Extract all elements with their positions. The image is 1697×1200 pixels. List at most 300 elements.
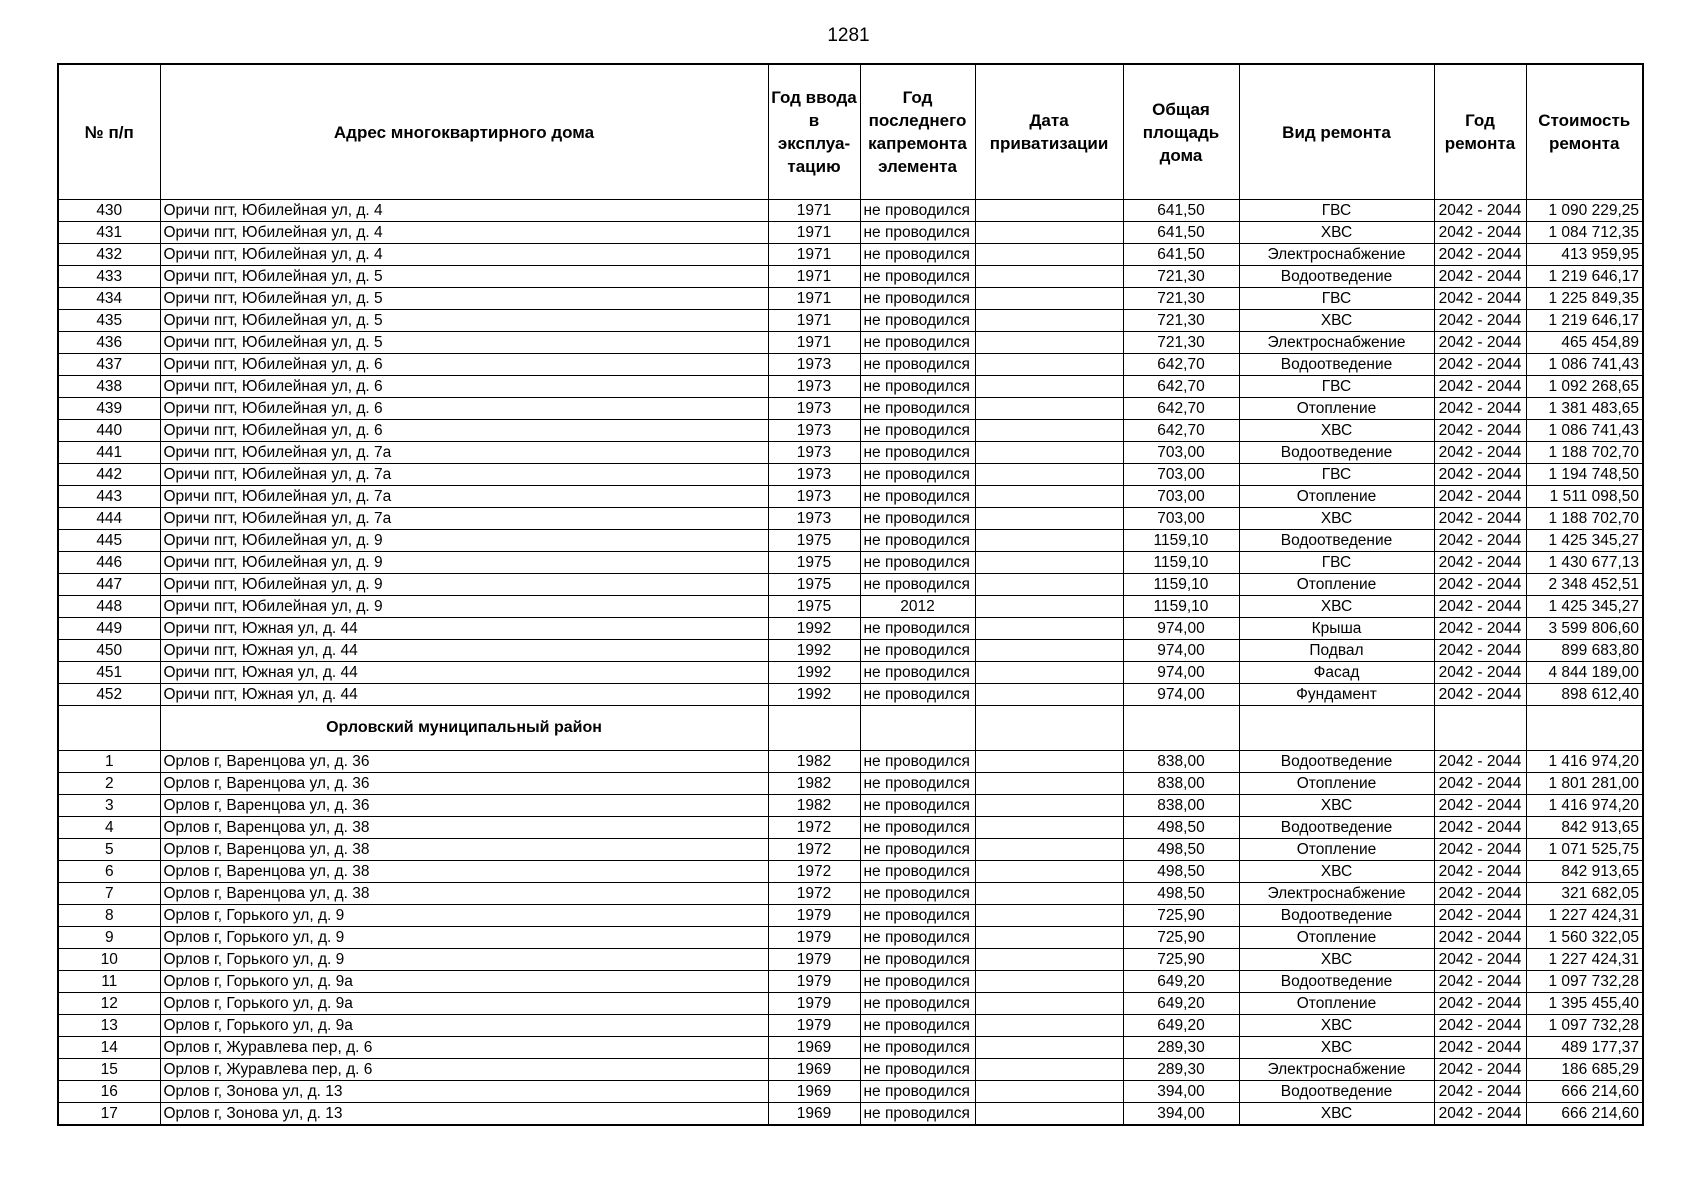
year-built-cell: 1992 (768, 618, 860, 640)
address-cell: Орлов г, Варенцова ул, д. 38 (160, 817, 768, 839)
address-cell: Орлов г, Варенцова ул, д. 36 (160, 795, 768, 817)
cost-cell: 1 416 974,20 (1526, 795, 1643, 817)
year-built-cell: 1975 (768, 574, 860, 596)
last-repair-cell: не проводился (860, 839, 975, 861)
page-number: 1281 (827, 25, 870, 46)
cost-cell: 1 084 712,35 (1526, 222, 1643, 244)
privatization-cell (975, 486, 1123, 508)
repair-type-cell: ХВС (1239, 596, 1434, 618)
privatization-cell (975, 1015, 1123, 1037)
repair-period-cell: 2042 - 2044 (1434, 949, 1526, 971)
privatization-cell (975, 398, 1123, 420)
area-cell: 289,30 (1123, 1059, 1239, 1081)
table-row (58, 244, 1643, 266)
repair-period-cell: 2042 - 2044 (1434, 530, 1526, 552)
privatization-cell (975, 222, 1123, 244)
area-cell: 721,30 (1123, 332, 1239, 354)
last-repair-cell: не проводился (860, 574, 975, 596)
last-repair-cell: не проводился (860, 288, 975, 310)
table-row (58, 949, 1643, 971)
area-cell: 838,00 (1123, 751, 1239, 773)
table-row (58, 861, 1643, 883)
cost-cell: 1 227 424,31 (1526, 949, 1643, 971)
table-row (58, 442, 1643, 464)
table-row (58, 288, 1643, 310)
cost-cell: 1 092 268,65 (1526, 376, 1643, 398)
area-cell: 725,90 (1123, 949, 1239, 971)
address-cell: Орлов г, Горького ул, д. 9 (160, 949, 768, 971)
repair-period-cell: 2042 - 2044 (1434, 310, 1526, 332)
area-cell: 642,70 (1123, 376, 1239, 398)
last-repair-cell: не проводился (860, 552, 975, 574)
privatization-cell (975, 795, 1123, 817)
table-row (58, 927, 1643, 949)
address-cell: Орлов г, Зонова ул, д. 13 (160, 1103, 768, 1126)
table-row (58, 1059, 1643, 1081)
repair-type-cell: ХВС (1239, 508, 1434, 530)
year-built-cell: 1975 (768, 530, 860, 552)
table-row (58, 662, 1643, 684)
last-repair-cell: не проводился (860, 222, 975, 244)
repair-type-cell: Отопление (1239, 486, 1434, 508)
repair-period-cell: 2042 - 2044 (1434, 684, 1526, 706)
last-repair-cell: не проводился (860, 1103, 975, 1126)
row-number: 4 (58, 817, 160, 839)
address-cell: Орлов г, Варенцова ул, д. 38 (160, 861, 768, 883)
area-cell: 974,00 (1123, 684, 1239, 706)
privatization-cell (975, 684, 1123, 706)
row-number: 13 (58, 1015, 160, 1037)
area-cell: 649,20 (1123, 1015, 1239, 1037)
repair-period-cell: 2042 - 2044 (1434, 971, 1526, 993)
cost-cell: 898 612,40 (1526, 684, 1643, 706)
cost-cell: 1 086 741,43 (1526, 420, 1643, 442)
repair-period-cell: 2042 - 2044 (1434, 464, 1526, 486)
table-row (58, 839, 1643, 861)
repair-period-cell: 2042 - 2044 (1434, 1059, 1526, 1081)
last-repair-cell: не проводился (860, 662, 975, 684)
row-number: 434 (58, 288, 160, 310)
last-repair-cell: не проводился (860, 1037, 975, 1059)
table-row (58, 552, 1643, 574)
table-row (58, 971, 1643, 993)
table-row (58, 596, 1643, 618)
area-cell: 721,30 (1123, 288, 1239, 310)
last-repair-cell: не проводился (860, 530, 975, 552)
year-built-cell: 1979 (768, 905, 860, 927)
last-repair-cell: не проводился (860, 420, 975, 442)
repair-type-cell: Водоотведение (1239, 971, 1434, 993)
year-built-cell: 1982 (768, 795, 860, 817)
cost-cell: 1 227 424,31 (1526, 905, 1643, 927)
address-cell: Оричи пгт, Юбилейная ул, д. 9 (160, 596, 768, 618)
year-built-cell: 1971 (768, 310, 860, 332)
address-cell: Оричи пгт, Юбилейная ул, д. 6 (160, 376, 768, 398)
section-block (58, 706, 1643, 751)
repair-type-cell: Электроснабжение (1239, 1059, 1434, 1081)
row-number: 448 (58, 596, 160, 618)
row-number: 441 (58, 442, 160, 464)
repair-period-cell: 2042 - 2044 (1434, 883, 1526, 905)
year-built-cell: 1969 (768, 1059, 860, 1081)
repair-type-cell: Водоотведение (1239, 530, 1434, 552)
year-built-cell: 1973 (768, 420, 860, 442)
address-cell: Оричи пгт, Южная ул, д. 44 (160, 684, 768, 706)
row-number: 6 (58, 861, 160, 883)
year-built-cell: 1973 (768, 508, 860, 530)
privatization-cell (975, 552, 1123, 574)
table-row (58, 200, 1643, 222)
row-number: 433 (58, 266, 160, 288)
address-cell: Орлов г, Варенцова ул, д. 38 (160, 883, 768, 905)
repair-period-cell: 2042 - 2044 (1434, 817, 1526, 839)
privatization-cell (975, 1103, 1123, 1126)
repair-type-cell: ХВС (1239, 1037, 1434, 1059)
last-repair-cell: не проводился (860, 310, 975, 332)
section-num-cell (58, 706, 160, 751)
row-number: 12 (58, 993, 160, 1015)
privatization-cell (975, 773, 1123, 795)
cost-cell: 666 214,60 (1526, 1103, 1643, 1126)
year-built-cell: 1972 (768, 817, 860, 839)
privatization-cell (975, 508, 1123, 530)
address-cell: Оричи пгт, Южная ул, д. 44 (160, 662, 768, 684)
address-cell: Оричи пгт, Юбилейная ул, д. 7а (160, 464, 768, 486)
last-repair-cell: не проводился (860, 861, 975, 883)
row-number: 443 (58, 486, 160, 508)
repair-period-cell: 2042 - 2044 (1434, 508, 1526, 530)
repair-period-cell: 2042 - 2044 (1434, 376, 1526, 398)
privatization-cell (975, 1037, 1123, 1059)
address-cell: Оричи пгт, Юбилейная ул, д. 4 (160, 222, 768, 244)
section-empty-cell (1239, 706, 1434, 751)
area-cell: 838,00 (1123, 795, 1239, 817)
repair-type-cell: ГВС (1239, 200, 1434, 222)
cost-cell: 1 219 646,17 (1526, 266, 1643, 288)
repair-type-cell: Водоотведение (1239, 442, 1434, 464)
table-row (58, 684, 1643, 706)
repair-type-cell: Подвал (1239, 640, 1434, 662)
repair-type-cell: ХВС (1239, 222, 1434, 244)
cost-cell: 3 599 806,60 (1526, 618, 1643, 640)
table-row (58, 420, 1643, 442)
repair-type-cell: Крыша (1239, 618, 1434, 640)
row-number: 435 (58, 310, 160, 332)
cost-cell: 1 430 677,13 (1526, 552, 1643, 574)
privatization-cell (975, 817, 1123, 839)
area-cell: 641,50 (1123, 244, 1239, 266)
repair-period-cell: 2042 - 2044 (1434, 861, 1526, 883)
last-repair-cell: не проводился (860, 1059, 975, 1081)
privatization-cell (975, 288, 1123, 310)
cost-cell: 1 097 732,28 (1526, 1015, 1643, 1037)
repair-period-cell: 2042 - 2044 (1434, 244, 1526, 266)
row-number: 445 (58, 530, 160, 552)
repair-period-cell: 2042 - 2044 (1434, 773, 1526, 795)
row-number: 1 (58, 751, 160, 773)
table-row (58, 905, 1643, 927)
repair-period-cell: 2042 - 2044 (1434, 332, 1526, 354)
year-built-cell: 1979 (768, 927, 860, 949)
col-num-header: № п/п (58, 64, 160, 200)
year-built-cell: 1971 (768, 244, 860, 266)
privatization-cell (975, 354, 1123, 376)
privatization-cell (975, 530, 1123, 552)
last-repair-cell: не проводился (860, 1015, 975, 1037)
repair-period-cell: 2042 - 2044 (1434, 552, 1526, 574)
area-cell: 1159,10 (1123, 574, 1239, 596)
year-built-cell: 1971 (768, 200, 860, 222)
area-cell: 289,30 (1123, 1037, 1239, 1059)
year-built-cell: 1973 (768, 376, 860, 398)
year-built-cell: 1972 (768, 839, 860, 861)
area-cell: 703,00 (1123, 508, 1239, 530)
repair-type-cell: Отопление (1239, 927, 1434, 949)
last-repair-cell: не проводился (860, 949, 975, 971)
address-cell: Оричи пгт, Юбилейная ул, д. 4 (160, 244, 768, 266)
repair-type-cell: Отопление (1239, 574, 1434, 596)
year-built-cell: 1982 (768, 751, 860, 773)
address-cell: Орлов г, Зонова ул, д. 13 (160, 1081, 768, 1103)
row-number: 449 (58, 618, 160, 640)
year-built-cell: 1979 (768, 993, 860, 1015)
year-built-cell: 1971 (768, 266, 860, 288)
table-row (58, 993, 1643, 1015)
row-number: 447 (58, 574, 160, 596)
year-built-cell: 1969 (768, 1037, 860, 1059)
header-row (58, 64, 1643, 200)
row-number: 451 (58, 662, 160, 684)
cost-cell: 1 219 646,17 (1526, 310, 1643, 332)
privatization-cell (975, 376, 1123, 398)
privatization-cell (975, 420, 1123, 442)
last-repair-cell: не проводился (860, 1081, 975, 1103)
address-cell: Орлов г, Горького ул, д. 9а (160, 1015, 768, 1037)
year-built-cell: 1975 (768, 552, 860, 574)
repair-period-cell: 2042 - 2044 (1434, 486, 1526, 508)
last-repair-cell: не проводился (860, 971, 975, 993)
last-repair-cell: не проводился (860, 442, 975, 464)
area-cell: 394,00 (1123, 1081, 1239, 1103)
last-repair-cell: не проводился (860, 640, 975, 662)
last-repair-cell: не проводился (860, 354, 975, 376)
cost-cell: 842 913,65 (1526, 817, 1643, 839)
repair-period-cell: 2042 - 2044 (1434, 927, 1526, 949)
row-number: 9 (58, 927, 160, 949)
address-cell: Оричи пгт, Юбилейная ул, д. 7а (160, 442, 768, 464)
col-area-header: Общая площадь дома (1123, 64, 1239, 200)
repair-period-cell: 2042 - 2044 (1434, 905, 1526, 927)
last-repair-cell: не проводился (860, 244, 975, 266)
privatization-cell (975, 244, 1123, 266)
year-built-cell: 1975 (768, 596, 860, 618)
repair-period-cell: 2042 - 2044 (1434, 640, 1526, 662)
address-cell: Оричи пгт, Юбилейная ул, д. 5 (160, 310, 768, 332)
section-empty-cell (1434, 706, 1526, 751)
repair-period-cell: 2042 - 2044 (1434, 662, 1526, 684)
privatization-cell (975, 839, 1123, 861)
privatization-cell (975, 574, 1123, 596)
repair-period-cell: 2042 - 2044 (1434, 288, 1526, 310)
section-empty-cell (975, 706, 1123, 751)
last-repair-cell: не проводился (860, 993, 975, 1015)
repair-type-cell: ХВС (1239, 1015, 1434, 1037)
col-cost-header: Стоимость ремонта (1526, 64, 1643, 200)
row-number: 5 (58, 839, 160, 861)
section-empty-cell (860, 706, 975, 751)
row-number: 2 (58, 773, 160, 795)
address-cell: Оричи пгт, Юбилейная ул, д. 5 (160, 266, 768, 288)
address-cell: Оричи пгт, Юбилейная ул, д. 7а (160, 508, 768, 530)
col-address-header: Адрес многоквартирного дома (160, 64, 768, 200)
privatization-cell (975, 993, 1123, 1015)
table-row (58, 266, 1643, 288)
year-built-cell: 1969 (768, 1103, 860, 1126)
last-repair-cell: не проводился (860, 751, 975, 773)
address-cell: Орлов г, Горького ул, д. 9 (160, 927, 768, 949)
year-built-cell: 1973 (768, 442, 860, 464)
address-cell: Орлов г, Журавлева пер, д. 6 (160, 1037, 768, 1059)
table-row (58, 354, 1643, 376)
table-row (58, 618, 1643, 640)
year-built-cell: 1973 (768, 464, 860, 486)
cost-cell: 1 425 345,27 (1526, 596, 1643, 618)
area-cell: 974,00 (1123, 640, 1239, 662)
area-cell: 725,90 (1123, 927, 1239, 949)
last-repair-cell: не проводился (860, 464, 975, 486)
repair-type-cell: Отопление (1239, 398, 1434, 420)
area-cell: 721,30 (1123, 310, 1239, 332)
cost-cell: 1 090 229,25 (1526, 200, 1643, 222)
repair-period-cell: 2042 - 2044 (1434, 266, 1526, 288)
privatization-cell (975, 1081, 1123, 1103)
row-number: 10 (58, 949, 160, 971)
repair-type-cell: ГВС (1239, 376, 1434, 398)
table-row (58, 376, 1643, 398)
repair-type-cell: ХВС (1239, 310, 1434, 332)
year-built-cell: 1972 (768, 861, 860, 883)
cost-cell: 1 511 098,50 (1526, 486, 1643, 508)
cost-cell: 489 177,37 (1526, 1037, 1643, 1059)
address-cell: Орлов г, Варенцова ул, д. 36 (160, 773, 768, 795)
privatization-cell (975, 442, 1123, 464)
repair-type-cell: ХВС (1239, 861, 1434, 883)
table-row (58, 530, 1643, 552)
last-repair-cell: не проводился (860, 883, 975, 905)
cost-cell: 899 683,80 (1526, 640, 1643, 662)
last-repair-cell: не проводился (860, 817, 975, 839)
row-number: 11 (58, 971, 160, 993)
section-row (58, 706, 1643, 751)
table-row (58, 574, 1643, 596)
cost-cell: 1 071 525,75 (1526, 839, 1643, 861)
repair-type-cell: ХВС (1239, 949, 1434, 971)
table-row (58, 795, 1643, 817)
address-cell: Орлов г, Горького ул, д. 9а (160, 971, 768, 993)
repair-period-cell: 2042 - 2044 (1434, 354, 1526, 376)
privatization-cell (975, 1059, 1123, 1081)
table-row (58, 817, 1643, 839)
row-number: 438 (58, 376, 160, 398)
address-cell: Оричи пгт, Юбилейная ул, д. 5 (160, 332, 768, 354)
repair-period-cell: 2042 - 2044 (1434, 1037, 1526, 1059)
address-cell: Оричи пгт, Юбилейная ул, д. 9 (160, 530, 768, 552)
table-row (58, 486, 1643, 508)
year-built-cell: 1971 (768, 332, 860, 354)
privatization-cell (975, 310, 1123, 332)
area-cell: 1159,10 (1123, 552, 1239, 574)
repair-type-cell: Водоотведение (1239, 751, 1434, 773)
table-row (58, 1015, 1643, 1037)
repair-register-table (57, 63, 1644, 1126)
col-repair-year-header: Год ремонта (1434, 64, 1526, 200)
repair-period-cell: 2042 - 2044 (1434, 1081, 1526, 1103)
repair-type-cell: ГВС (1239, 464, 1434, 486)
privatization-cell (975, 266, 1123, 288)
last-repair-cell: не проводился (860, 905, 975, 927)
area-cell: 498,50 (1123, 883, 1239, 905)
area-cell: 649,20 (1123, 993, 1239, 1015)
row-number: 3 (58, 795, 160, 817)
row-number: 450 (58, 640, 160, 662)
repair-type-cell: ГВС (1239, 552, 1434, 574)
repair-period-cell: 2042 - 2044 (1434, 420, 1526, 442)
table-row (58, 508, 1643, 530)
privatization-cell (975, 618, 1123, 640)
year-built-cell: 1992 (768, 662, 860, 684)
repair-type-cell: Водоотведение (1239, 905, 1434, 927)
table-row (58, 883, 1643, 905)
section-title: Орловский муниципальный район (160, 706, 768, 751)
last-repair-cell: не проводился (860, 927, 975, 949)
address-cell: Оричи пгт, Юбилейная ул, д. 6 (160, 398, 768, 420)
address-cell: Орлов г, Горького ул, д. 9 (160, 905, 768, 927)
repair-type-cell: Водоотведение (1239, 266, 1434, 288)
repair-type-cell: Водоотведение (1239, 817, 1434, 839)
row-number: 7 (58, 883, 160, 905)
col-last-repair-header: Год последнего капремонта элемента (860, 64, 975, 200)
section-empty-cell (1526, 706, 1643, 751)
table-row (58, 640, 1643, 662)
table-row (58, 751, 1643, 773)
cost-cell: 1 188 702,70 (1526, 508, 1643, 530)
address-cell: Оричи пгт, Южная ул, д. 44 (160, 618, 768, 640)
cost-cell: 4 844 189,00 (1526, 662, 1643, 684)
repair-period-cell: 2042 - 2044 (1434, 1103, 1526, 1126)
year-built-cell: 1973 (768, 398, 860, 420)
repair-type-cell: Электроснабжение (1239, 244, 1434, 266)
repair-type-cell: Фасад (1239, 662, 1434, 684)
repair-period-cell: 2042 - 2044 (1434, 993, 1526, 1015)
repair-type-cell: ХВС (1239, 795, 1434, 817)
repair-period-cell: 2042 - 2044 (1434, 398, 1526, 420)
row-number: 430 (58, 200, 160, 222)
last-repair-cell: не проводился (860, 618, 975, 640)
repair-type-cell: ХВС (1239, 1103, 1434, 1126)
address-cell: Оричи пгт, Юбилейная ул, д. 7а (160, 486, 768, 508)
last-repair-cell: 2012 (860, 596, 975, 618)
address-cell: Оричи пгт, Юбилейная ул, д. 9 (160, 552, 768, 574)
privatization-cell (975, 861, 1123, 883)
year-built-cell: 1982 (768, 773, 860, 795)
row-number: 440 (58, 420, 160, 442)
year-built-cell: 1992 (768, 684, 860, 706)
area-cell: 721,30 (1123, 266, 1239, 288)
repair-type-cell: ХВС (1239, 420, 1434, 442)
last-repair-cell: не проводился (860, 508, 975, 530)
repair-type-cell: Отопление (1239, 839, 1434, 861)
repair-period-cell: 2042 - 2044 (1434, 795, 1526, 817)
